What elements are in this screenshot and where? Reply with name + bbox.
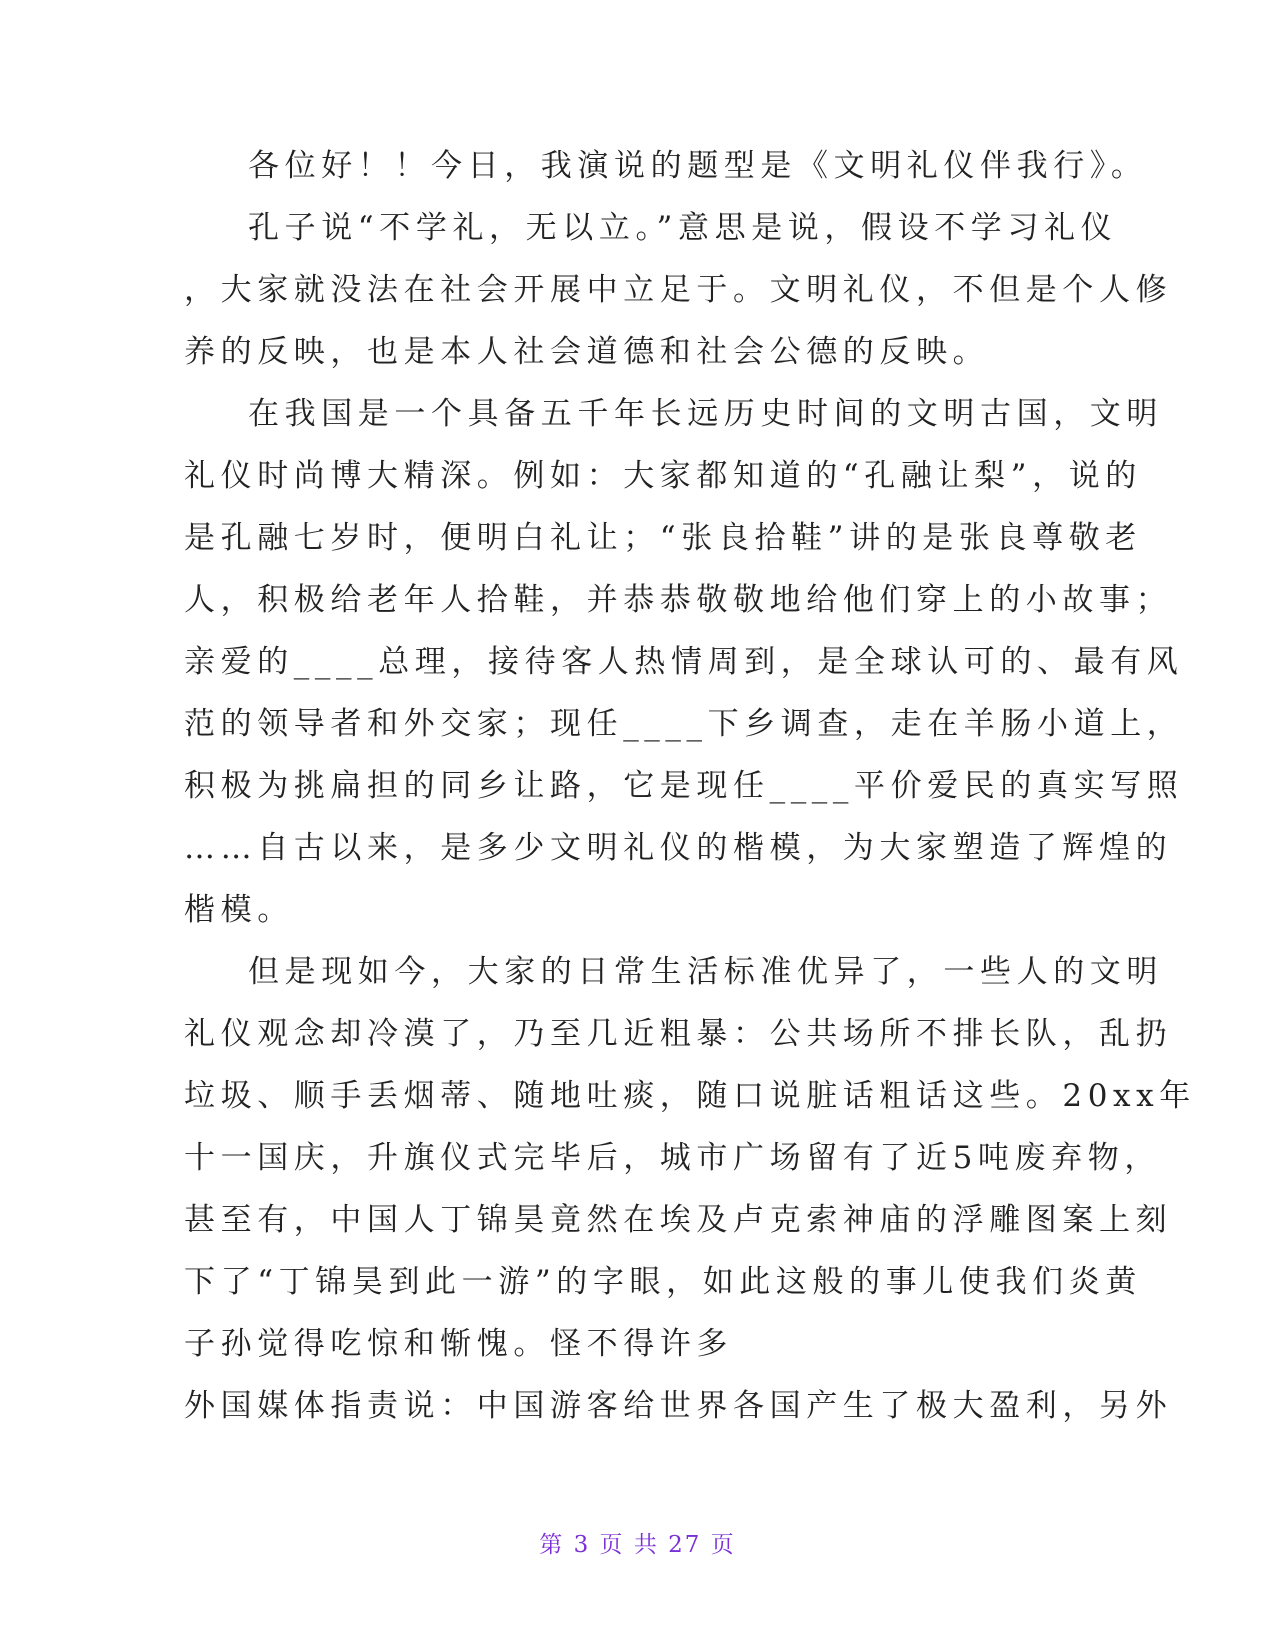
- text-line-12: ……自古以来，是多少文明礼仪的楷模，为大家塑造了辉煌的: [184, 830, 1173, 866]
- text-line-19: 下了“丁锦昊到此一游”的字眼，如此这般的事儿使我们炎黄: [184, 1264, 1142, 1300]
- text-line-15: 礼仪观念却冷漠了，乃至几近粗暴：公共场所不排长队，乱扔: [184, 1016, 1173, 1052]
- page-number: 第 3 页 共 27 页: [539, 1532, 736, 1558]
- text-line-1: 各位好！！今日，我演说的题型是《文明礼仪伴我行》。: [248, 148, 1148, 184]
- text-line-20: 子孙觉得吃惊和惭愧。怪不得许多: [184, 1326, 733, 1362]
- text-line-2: 孔子说“不学礼，无以立。”意思是说，假设不学习礼仪: [248, 210, 1118, 246]
- text-line-8: 人，积极给老年人拾鞋，并恭恭敬敬地给他们穿上的小故事；: [184, 582, 1173, 618]
- text-line-4: 养的反映，也是本人社会道德和社会公德的反映。: [184, 334, 990, 370]
- text-line-14: 但是现如今，大家的日常生活标准优异了，一些人的文明: [248, 954, 1163, 990]
- text-line-5: 在我国是一个具备五千年长远历史时间的文明古国，文明: [248, 396, 1163, 432]
- text-line-3: ，大家就没法在社会开展中立足于。文明礼仪，不但是个人修: [184, 272, 1173, 308]
- text-line-18: 甚至有，中国人丁锦昊竟然在埃及卢克索神庙的浮雕图案上刻: [184, 1202, 1173, 1238]
- text-line-7: 是孔融七岁时，便明白礼让；“张良拾鞋”讲的是张良尊敬老: [184, 520, 1142, 556]
- text-line-16: 垃圾、顺手丢烟蒂、随地吐痰，随口说脏话粗话这些。20xx年: [184, 1078, 1196, 1114]
- text-line-21: 外国媒体指责说：中国游客给世界各国产生了极大盈利，另外: [184, 1388, 1173, 1424]
- text-line-9: 亲爱的____总理，接待客人热情周到，是全球认可的、最有风: [184, 644, 1184, 680]
- text-line-11: 积极为挑扁担的同乡让路，它是现任____平价爱民的真实写照: [184, 768, 1184, 804]
- text-line-17: 十一国庆，升旗仪式完毕后，城市广场留有了近5吨废弃物，: [184, 1140, 1161, 1176]
- text-line-13: 楷模。: [184, 892, 294, 928]
- text-line-6: 礼仪时尚博大精深。例如：大家都知道的“孔融让梨”，说的: [184, 458, 1142, 494]
- text-line-10: 范的领导者和外交家；现任____下乡调查，走在羊肠小道上，: [184, 706, 1184, 742]
